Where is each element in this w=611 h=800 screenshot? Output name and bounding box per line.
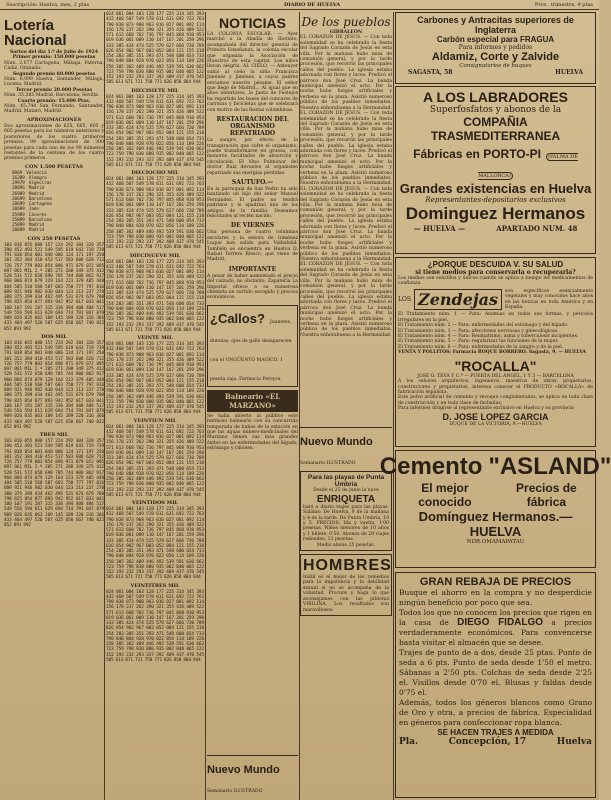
- pueblos-text-4: EL CORAZON DE JESUS. — Con toda solemnidad se ha celebrado la fiesta del Sagrado Corazón de Jesús en esta villa. Por la mañana hubo misa de comunión general, y por la tarde procesión, que recorrió las principales calles del pueblo. La iglesia estaba adornada con flores y luces. Predicó el párroco don José Cruz. La banda municipal amenizó el acto. Por la noche hubo fuegos artificiales y verbena en la plaza. Asistió numeroso público de los pueblos inmediatos. Nuestra enhorabuena a la Hermandad.: [300, 262, 392, 338]
- cemento-ad: [379, 450, 611, 568]
- prize-1-head: Primer premio: 150.000 pesetas: [12, 55, 96, 61]
- column-rule: [393, 12, 394, 800]
- section-1500-rows: 8969 Valencia 16289 Almagro 29979 Algeciras 20896 Madrid 26989 Madrid 20699 Barcelona 28699 Cartagena 20699 Jaén 25989 Cáceres 25899 Barcelona 25899 Madrid 28899 Madrid: [12, 170, 52, 234]
- rebaja-line-4: Trajes de punto de a dos, desde 25 ptas. Punto de seda a 6 pts. Punto de seda desde 1'50 el metro. Sábanas a 2'50 pts. Colchas de seda desde 2'25 el. Visillos desde 0'70 el. Blusas y faldas desde 0'75 el.: [399, 648, 592, 697]
- carbones-line-4: Aldamiz, Corte y Zalvide: [431, 51, 560, 63]
- rebaja-line-5: Además, todos los géneros blancos como Grano de Oro y otra, a precios de fábrica. Especialidad en géneros para confeccionar ropa blanca.: [399, 698, 592, 727]
- number-block: 103 016 055 088 157 224 292 304 320 357 390 452 493 521 549 595 619 643 719 739 791 838 854 001 048 086 124 171 197 250 301 352 384 410 453 517 583 608 628 712 726 757 779 803 854 896 971 079 072 095 097 061 MIL 2.ª 205 271 288 349 375 412 528 531 572 658 690 705 744 800 862 917 960 066 074 079 129 164 223 379 405 448 484 505 518 568 587 683 750 777 797 816 889 921 946 982 030 044 123 213 237 270 308 375 399 434 462 495 531 674 679 708 798 825 854 877 893 942 952 017 033 041 100 167 191 287 315 336 394 408 484 517 549 556 594 611 629 694 714 791 847 879 909 026 035 063 109 145 189 220 316 366 433 464 497 520 587 625 650 667 740 822 852 891 992: [4, 340, 104, 430]
- carbones-line-5: Consignatarios de buques: [459, 63, 532, 69]
- pueblos-text-1: EL CORAZON DE JESUS. — Con toda solemnidad se ha celebrado la fiesta del Sagrado Corazón de Jesús en esta villa. Por la mañana hubo misa de comunión general, y por la tarde procesión, que recorrió las principales calles del pueblo. La iglesia estaba adornada con flores y luces. Predicó el párroco don José Cruz. La banda municipal amenizó el acto. Por la noche hubo fuegos artificiales y verbena en la plaza. Asistió numeroso público de los pueblos inmediatos. Nuestra enhorabuena a la Hermandad.: [300, 35, 392, 111]
- rebaja-footer-left: Pla.: [399, 737, 419, 747]
- rebaja-line-3: a precios verdaderamente económicos. Para convencerse basta visitar el almacén que se desee.: [399, 618, 593, 647]
- labradores-line-4b: (PALMA DE MALLORCA): [478, 154, 578, 179]
- nuevo-mundo-title: Nuevo Mundo: [207, 764, 280, 776]
- cemento-line-5: NDR.OMAMAPATAU: [466, 539, 525, 545]
- rebaja-heading: GRAN REBAJA DE PRECIOS: [419, 576, 572, 588]
- nuevo-mundo-ad: [207, 755, 298, 796]
- number-block: 024 061 084 103 128 177 225 314 345 393 432 468 507 549 578 611 631 692 723 763 790 838 873 908 963 016 027 081 092 114 156 178 237 262 290 321 355 426 489 522 571 613 668 702 736 797 845 868 910 953 019 036 061 089 110 147 167 201 259 296 333 385 424 474 525 579 627 666 720 789 826 854 902 967 003 052 084 121 155 218 254 283 305 351 393 471 548 600 654 733 790 840 884 928 970 022 056 114 189 226 258 305 362 409 446 492 539 591 630 662 723 759 798 830 880 935 002 040 065 122 152 193 232 293 337 392 409 437 470 545 585 613 671 721 758 771 826 858 884 944: [106, 507, 204, 581]
- playas-boat: ENRIQUETA: [316, 493, 376, 505]
- zendejas-logo: Zendejas: [414, 289, 502, 310]
- carbones-street: SAGASTA, 58: [408, 69, 453, 76]
- prize-4-head: Cuarto premio: 15.000 Ptas.: [17, 98, 91, 104]
- pueblos-sub: GIBRALEON: [329, 30, 363, 35]
- restauracion-heading: RESTAURACION DEL ORGANISMO REPATRIADO: [216, 116, 289, 138]
- rocalla-heading: "ROCALLA": [454, 357, 537, 374]
- playas-sub: Desde el 25 de junio la nave: [313, 488, 379, 494]
- rebaja-line-6: SE HACEN TRAJES A MEDIDA: [437, 728, 554, 737]
- labradores-line-9: APARTADO NUM. 48: [496, 224, 578, 233]
- number-block: 024 061 084 103 128 177 225 314 345 393 432 468 507 549 578 611 631 692 723 763 790 838 873 908 963 016 027 081 092 114 156 178 237 262 290 321 355 426 489 522 571 613 668 702 736 797 845 868 910 953 019 036 061 089 110 147 167 201 259 296 333 385 424 474 525 579 627 666 720 789 826 854 902 967 003 052 084 121 155 218 254 283 305 351 393 471 548 600 654 733 790 840 884 928 970 022 056 114 189 226 258 305 362 409 446 492 539 591 630 662 723 759 798 830 880 935 002 040 065 122 152 193 232 293 337 392 409 437 470 545 585 613 671 721 758 771 826 858 884 944: [106, 12, 204, 86]
- rebaja-line-2-wrap: [399, 608, 592, 648]
- labradores-line-8: — HUELVA —: [413, 224, 465, 233]
- aprox-text: Dos aproximaciones de 625, 605, 605 y 605 pesetas para los números anteriores y posteriores de los cuatro primeros premios. 99 aproximaciones de 300 pesetas para cada uno de los 99 números restantes de la centena de los cuatro premios primeros.: [4, 123, 104, 162]
- lottery-title: Lotería Nacional: [4, 17, 67, 49]
- nuevo-mundo-title-2: Nuevo Mundo: [300, 436, 373, 449]
- number-block: 024 061 084 103 128 177 225 314 345 393 432 468 507 549 578 611 631 692 723 763 790 838 873 908 963 016 027 081 092 114 156 178 237 262 290 321 355 426 489 522 571 613 668 702 736 797 845 868 910 953 019 036 061 089 110 147 167 201 259 296 333 385 424 474 525 579 627 666 720 789 826 854 902 967 003 052 084 121 155 218 254 283 305 351 393 471 548 600 654 733 790 840 884 928 970 022 056 114 189 226 258 305 362 409 446 492 539 591 630 662 723 759 798 830 880 935 002 040 065 122 152 193 232 293 337 392 409 437 470 545 585 613 671 721 758 771 826 858 884 944: [106, 177, 204, 251]
- carbones-line-3: Para informes y pedidos: [458, 44, 533, 51]
- aprox-heading: APROXIMACIONES: [26, 116, 82, 123]
- cemento-line-3b: Precios de fábrica: [516, 481, 577, 509]
- zendejas-item-4: El Tratamiento núm. 4 — Para: Reumatismo, asma y tuberculosis incipientes.: [398, 334, 579, 340]
- zendejas-item-3: El Tratamiento núm. 3 — Para: afecciones nerviosas y ginecológicas.: [398, 328, 559, 334]
- masthead-subscription: Suscripción: Huelva, mes, 2 ptas: [6, 1, 90, 8]
- noticias-text: LA COLONIA ESCOLAR. — Ayer marchó a la Abadía de Riotinto, acompañada del director general de Primera Enseñanza, la colonia escolar que organiza la Asociación de Maestros de esta capital. Los niños llevan alegría. AL CIELO. — Anteayer subió al cielo la niña Francisca Jiménez y Jiménez, a cuyos padres enviamos nuestro pésame. El señor que llegó de Madrid... Al igual que en años anteriores, la Junta de Festejos ha repartido las bases del concurso de carrozas y bicicletas que se celebrará con motivo de las fiestas colombinas.: [207, 32, 298, 113]
- rebaja-name: DIEGO FIDALGO: [457, 617, 544, 628]
- nuevo-mundo-ad-2: [300, 427, 392, 468]
- rocalla-name: D. JOSE LOPEZ GARCIA: [442, 411, 549, 422]
- section-250-numbers: 103 016 055 088 157 224 292 304 320 357 390 452 493 521 549 595 619 643 719 739 791 838 854 001 048 086 124 171 197 250 301 352 384 410 453 517 583 608 628 712 726 757 779 803 854 896 971 079 072 095 097 061 MIL 2.ª 205 271 288 349 375 412 528 531 572 658 690 705 744 800 862 917 960 066 074 079 129 164 223 379 405 448 484 505 518 568 587 683 750 777 797 816 889 921 946 982 030 044 123 213 237 270 308 375 399 434 462 495 531 674 679 708 798 825 854 877 893 942 952 017 033 041 100 167 191 287 315 336 394 408 484 517 549 556 594 611 629 694 714 791 847 879 909 026 035 063 109 145 189 220 316 366 433 464 497 520 587 625 650 667 740 822 852 891 992: [4, 242, 104, 332]
- number-block: 024 061 084 103 128 177 225 314 345 393 432 468 507 549 578 611 631 692 723 763 790 838 873 908 963 016 027 081 092 114 156 178 237 262 290 321 355 426 489 522 571 613 668 702 736 797 845 868 910 953 019 036 061 089 110 147 167 201 259 296 333 385 424 474 525 579 627 666 720 789 826 854 902 967 003 052 084 121 155 218 254 283 305 351 393 471 548 600 654 733 790 840 884 928 970 022 056 114 189 226 258 305 362 409 446 492 539 591 630 662 723 759 798 830 880 935 002 040 065 122 152 193 232 293 337 392 409 437 470 545 585 613 671 721 758 771 826 858 884 944: [106, 259, 204, 333]
- thousand-heading: TRES MIL: [39, 432, 69, 439]
- salud-line-3: Los medios son sencillos y únicos cuando se aplica a tiempo los medicamentos de confianza.: [398, 276, 593, 287]
- restauracion-text: La sangre, por efecto de la transpiración que sufre el organismo, puede transformarse en gruesa, con menores facultades de absorción y circulación. El Vino Pulmonar del doctor Ruiz devuelve al organismo repatriado sus energías perdidas.: [207, 138, 298, 176]
- labradores-line-1: A LOS LABRADORES: [423, 89, 568, 105]
- rocalla-line-3: Este polvo artificial de cemento y revoque conglomerados, se aplica en toda clase de construcción y en toda clase de fachadas.: [398, 395, 593, 406]
- prize-4-text: Núm. 45.744 San Fernando, Santander, Madrid, Mataró, Madrid.: [4, 104, 104, 115]
- marzano-box: Balneario «EL MARZANO»: [207, 390, 298, 412]
- labradores-line-3: COMPAÑIA TRASMEDITERRANEA: [430, 115, 561, 143]
- carbones-address: [398, 69, 593, 76]
- thousand-heading: VEINTE MIL: [137, 335, 173, 341]
- salud-ad: [395, 257, 596, 447]
- masthead-title: DIARIO DE HUELVA: [283, 1, 341, 8]
- nuevo-mundo-sub-2: Semanario ILUSTRADO: [300, 461, 356, 467]
- prize-1-text: Núm. 2.677 Cartagena, Málaga, Paterna, Cádiz, Granada.: [4, 60, 104, 72]
- prize-2-head: Segundo premio 60.000 pesetas: [12, 71, 96, 77]
- cemento-line-2: "ASLAND": [488, 453, 611, 480]
- noticias-heading: NOTICIAS: [219, 15, 286, 31]
- lottery-intro: Sorteo del día 1.º de Julio de 1924: [9, 50, 99, 55]
- prize-2-text: Núm. 6.099 Huelva, Santander, Málaga, Lucena, Madrid.: [4, 77, 104, 88]
- thousand-heading: VEINTIUN MIL: [133, 417, 177, 424]
- labradores-line-5: Grandes existencias en Huelva: [399, 181, 592, 196]
- playas-foot: Medio abono 25 pesetas.: [316, 542, 376, 548]
- labradores-footer: [398, 224, 593, 233]
- rebaja-line-2: Todos los que no conocen los precios que rigen en la casa de: [399, 608, 592, 627]
- column-lottery: [4, 12, 104, 800]
- rocalla-line-1: JOSE O. TEVA Y C.ª — PUERTA DEL ANGEL, 1 Y 3 — BARCELONA: [417, 373, 574, 379]
- thousand-heading: DOS MIL: [41, 333, 67, 340]
- number-block: 103 016 055 088 157 224 292 304 320 357 390 452 493 521 549 595 619 643 719 739 791 838 854 001 048 086 124 171 197 250 301 352 384 410 453 517 583 608 628 712 726 757 779 803 854 896 971 079 072 095 097 061 MIL 2.ª 205 271 288 349 375 412 528 531 572 658 690 705 744 800 862 917 960 066 074 079 129 164 223 379 405 448 484 505 518 568 587 683 750 777 797 816 889 921 946 982 030 044 123 213 237 270 308 375 399 434 462 495 531 674 679 708 798 825 854 877 893 942 952 017 033 041 100 167 191 287 315 336 394 408 484 517 549 556 594 611 629 694 714 791 847 879 909 026 035 063 109 145 189 220 316 366 433 464 497 520 587 625 650 667 740 822 852 891 992: [4, 439, 104, 529]
- playas-ad: [300, 471, 392, 551]
- nuevo-mundo-sub: Semanario ILUSTRADO: [207, 789, 263, 794]
- labradores-line-2: Superfosfatos y abonos de la: [429, 105, 562, 115]
- column-rule: [104, 12, 105, 800]
- viernes-heading: DE VIERNES: [230, 222, 275, 230]
- importante-text: A pesar de haber aumentado el precio del calzado, no obstante, Zapatería La Imperial ofrece a su numerosa clientela un surtido escogido y precios económicos.: [207, 273, 298, 301]
- carbones-line-2: Carbón especial para FRAGUA: [436, 35, 555, 44]
- viernes-text: Una persona de cuatro columnas escolares y la señora de Giménez Luque han salido para Valladolid. También se encuentra en Huelva D. Rafael Terrero Riesco, que viene de Madrid.: [207, 230, 298, 263]
- zendejas-pre: LOS: [398, 296, 412, 304]
- salud-line-2: si tiene medios para conservarla o recuperarla?: [415, 269, 576, 276]
- thousand-heading: DIECIOCHO MIL: [131, 170, 179, 176]
- labradores-line-7: Dominguez Hermanos: [405, 204, 586, 223]
- masthead-province: Prov., trimestre, 9 ptas: [534, 1, 593, 8]
- labradores-line-4: Fábricas en PORTO-PI: [413, 147, 541, 161]
- cemento-title-row: [379, 453, 611, 481]
- rocalla-line-2: A los señores arquitectos, ingenieros, maestros de obras, propietarios, constructores y propietarios, interesa conocer el PRODUCTO «ROCALLA» de fabricación española.: [398, 379, 593, 395]
- thousand-heading: VEINTITRES MIL: [130, 582, 180, 589]
- zendejas-item-5: El Tratamiento núm. 5 — Para: regularizar las funciones de la mujer.: [398, 339, 559, 345]
- rebaja-footer: [399, 737, 592, 747]
- rocalla-addr: DUQUE DE LA VICTORIA, 9.—HUELVA: [449, 421, 542, 427]
- thousand-heading: DIECINUEVE MIL: [129, 252, 181, 259]
- prize-3-text: Núm. 35.385 Madrid, Barcelona, Sevilla.: [4, 93, 100, 99]
- pueblos-text-2: EL CORAZON DE JESUS. — Con toda solemnidad se ha celebrado la fiesta del Sagrado Corazón de Jesús en esta villa. Por la mañana hubo misa de comunión general, y por la tarde procesión, que recorrió las principales calles del pueblo. La iglesia estaba adornada con flores y luces. Predicó el párroco don José Cruz. La banda municipal amenizó el acto. Por la noche hubo fuegos artificiales y verbena en la plaza. Asistió numeroso público de los pueblos inmediatos. Nuestra enhorabuena a la Hermandad.: [300, 111, 392, 187]
- zendejas-text: son específicos esencialmente vegetales y muy conocidos hace años en las boticas en toda América y en España.: [505, 288, 593, 311]
- thousand-heading: VEINTIDOS MIL: [131, 500, 179, 506]
- zendejas-item-1: El Tratamiento núm. 1 — Para: Anemias en todas sus formas, y períodos irregulares en la piel.: [398, 312, 593, 323]
- hombres-text: Inútil es el mejor de los remedios para la impotencia y la debilidad sexual si no se acompaña de la voluntad. Procure y haga lo que aconsejamos con las píldoras VIRILINA. Los resultados son maravillosos.: [303, 575, 389, 613]
- carbones-city: HUELVA: [555, 69, 583, 76]
- cemento-line-1: Cemento: [379, 453, 483, 480]
- zendejas-row: [398, 289, 593, 311]
- cemento-line-3: El mejor conocido: [418, 481, 472, 509]
- sautufo-heading: SAUTUFO.—: [231, 178, 274, 186]
- carbones-ad: [395, 12, 596, 84]
- rebaja-ad: [395, 572, 596, 798]
- zendejas-item-6: El Tratamiento núm. 6 — Para: enfermedades de la sangre y de la piel.: [398, 344, 564, 350]
- hombres-heading: HOMBRES: [303, 557, 392, 575]
- zendejas-foot: VENTA Y POLLITOS: Farmacia ROQUE BORRERO. Sagasta, 9. — HUELVA: [398, 350, 586, 356]
- column-ads: [379, 12, 611, 800]
- zendejas-item-2: El Tratamiento núm. 2 — Para: enfermedades del estómago y del hígado.: [398, 323, 569, 329]
- pueblos-text-3: EL CORAZON DE JESUS. — Con toda solemnidad se ha celebrado la fiesta del Sagrado Corazón de Jesús en esta villa. Por la mañana hubo misa de comunión general, y por la tarde procesión, que recorrió las principales calles del pueblo. La iglesia estaba adornada con flores y luces. Predicó el párroco don José Cruz. La banda municipal amenizó el acto. Por la noche hubo fuegos artificiales y verbena en la plaza. Asistió numeroso público de los pueblos inmediatos. Nuestra enhorabuena a la Hermandad.: [300, 186, 392, 263]
- sautufo-text: En la parroquia de San Pedro ha sido bautizado un hijo del señor Manuel Fernández. El padre no tendrá padrinos y lo apadrinó uno de los amigos de la familia. Deseamos felicidades al recién nacido.: [207, 186, 298, 219]
- playas-text: hará a diario viajes para las playas. Salidas: De Huelva, 9 de la mañana y 4 de la tarde. De Punta Umbría, 10 y 5. PRECIOS: Ida y vuelta, 1'00 pesetas. Niños menores de 10 años y 1 billete, 0'50. Abonos de 20 viajes redondos, 12 pesetas.: [303, 504, 389, 543]
- column-lottery-continued: [106, 12, 204, 800]
- labradores-line-4-wrap: [398, 143, 593, 181]
- pueblos-text: [300, 35, 392, 425]
- carbones-line-1: Carbones y Antracitas superiores de Inglaterra: [417, 15, 574, 35]
- rebaja-footer-right: Huelva: [556, 737, 592, 747]
- section-250-heading: CON 250 PESETAS: [27, 235, 81, 242]
- labradores-line-6: Representantes-depositarios exclusivos: [425, 196, 566, 204]
- number-block: 024 061 084 103 128 177 225 314 345 393 432 468 507 549 578 611 631 692 723 763 790 838 873 908 963 016 027 081 092 114 156 178 237 262 290 321 355 426 489 522 571 613 668 702 736 797 845 868 910 953 019 036 061 089 110 147 167 201 259 296 333 385 424 474 525 579 627 666 720 789 826 854 902 967 003 052 084 121 155 218 254 283 305 351 393 471 548 600 654 733 790 840 884 928 970 022 056 114 189 226 258 305 362 409 446 492 539 591 630 662 723 759 798 830 880 935 002 040 065 122 152 193 232 293 337 392 409 437 470 545 585 613 671 721 758 771 826 858 884 944: [106, 342, 204, 416]
- importante-heading: IMPORTANTE: [228, 265, 277, 273]
- rebaja-line-1: Busque el ahorro en la compra y no desperdicie ningún beneficio por poco que sea.: [399, 588, 592, 607]
- salud-line-1: ¿PORQUE DESCUIDA V. SU SALUD: [427, 260, 564, 269]
- column-noticias: [207, 12, 298, 800]
- callos-text: Juanetes, durezas, ojos de gallo desaparecen con el UNGÜENTO MAGICO. 1 peseta caja. Farmacia Pereyra.: [210, 319, 292, 382]
- marzano-text: Se halla abierto al público este hermoso balneario con su concurrida temporada de baños de la estación en que las aguas minero-medicinales del Marzano tienen sus más grandes éxitos en las enfermedades del hígado, estómago y riñones.: [207, 413, 298, 452]
- callos-ad: [207, 305, 298, 387]
- prize-3-head: Tercer premio 20.000 Pesetas: [15, 87, 93, 93]
- rebaja-footer-mid: Concepción, 17: [448, 737, 527, 747]
- masthead: [0, 0, 599, 10]
- labradores-ad: [395, 86, 596, 254]
- number-block: 024 061 084 103 128 177 225 314 345 393 432 468 507 549 578 611 631 692 723 763 790 838 873 908 963 016 027 081 092 114 156 178 237 262 290 321 355 426 489 522 571 613 668 702 736 797 845 868 910 953 019 036 061 089 110 147 167 201 259 296 333 385 424 474 525 579 627 666 720 789 826 854 902 967 003 052 084 121 155 218 254 283 305 351 393 471 548 600 654 733 790 840 884 928 970 022 056 114 189 226 258 305 362 409 446 492 539 591 630 662 723 759 798 830 880 935 002 040 065 122 152 193 232 293 337 392 409 437 470 545 585 613 671 721 758 771 826 858 884 944: [106, 589, 204, 663]
- column-pueblos: [300, 12, 392, 800]
- thousand-heading: DIECISIETE MIL: [131, 87, 179, 94]
- playas-heading: Para las playas de Punta Umbría: [307, 474, 385, 489]
- section-1500-heading: CON 1.500 PESETAS: [25, 163, 83, 170]
- callos-heading: ¿Callos?: [210, 310, 265, 326]
- pueblos-heading: De los pueblos: [301, 15, 391, 29]
- column-rule: [205, 12, 206, 800]
- cemento-line-4: Domínguez Hermanos.—HUELVA: [418, 509, 573, 539]
- hombres-ad: [300, 554, 392, 616]
- rocalla-line-4: Para informes dirigirse al representante exclusivo en Huelva y su provincia: [398, 406, 574, 412]
- number-block: 024 061 084 103 128 177 225 314 345 393 432 468 507 549 578 611 631 692 723 763 790 838 873 908 963 016 027 081 092 114 156 178 237 262 290 321 355 426 489 522 571 613 668 702 736 797 845 868 910 953 019 036 061 089 110 147 167 201 259 296 333 385 424 474 525 579 627 666 720 789 826 854 902 967 003 052 084 121 155 218 254 283 305 351 393 471 548 600 654 733 790 840 884 928 970 022 056 114 189 226 258 305 362 409 446 492 539 591 630 662 723 759 798 830 880 935 002 040 065 122 152 193 232 293 337 392 409 437 470 545 585 613 671 721 758 771 826 858 884 944: [106, 424, 204, 498]
- cemento-sub-row: [398, 481, 593, 509]
- number-block: 024 061 084 103 128 177 225 314 345 393 432 468 507 549 578 611 631 692 723 763 790 838 873 908 963 016 027 081 092 114 156 178 237 262 290 321 355 426 489 522 571 613 668 702 736 797 845 868 910 953 019 036 061 089 110 147 167 201 259 296 333 385 424 474 525 579 627 666 720 789 826 854 902 967 003 052 084 121 155 218 254 283 305 351 393 471 548 600 654 733 790 840 884 928 970 022 056 114 189 226 258 305 362 409 446 492 539 591 630 662 723 759 798 830 880 935 002 040 065 122 152 193 232 293 337 392 409 437 470 545 585 613 671 721 758 771 826 858 884 944: [106, 94, 204, 168]
